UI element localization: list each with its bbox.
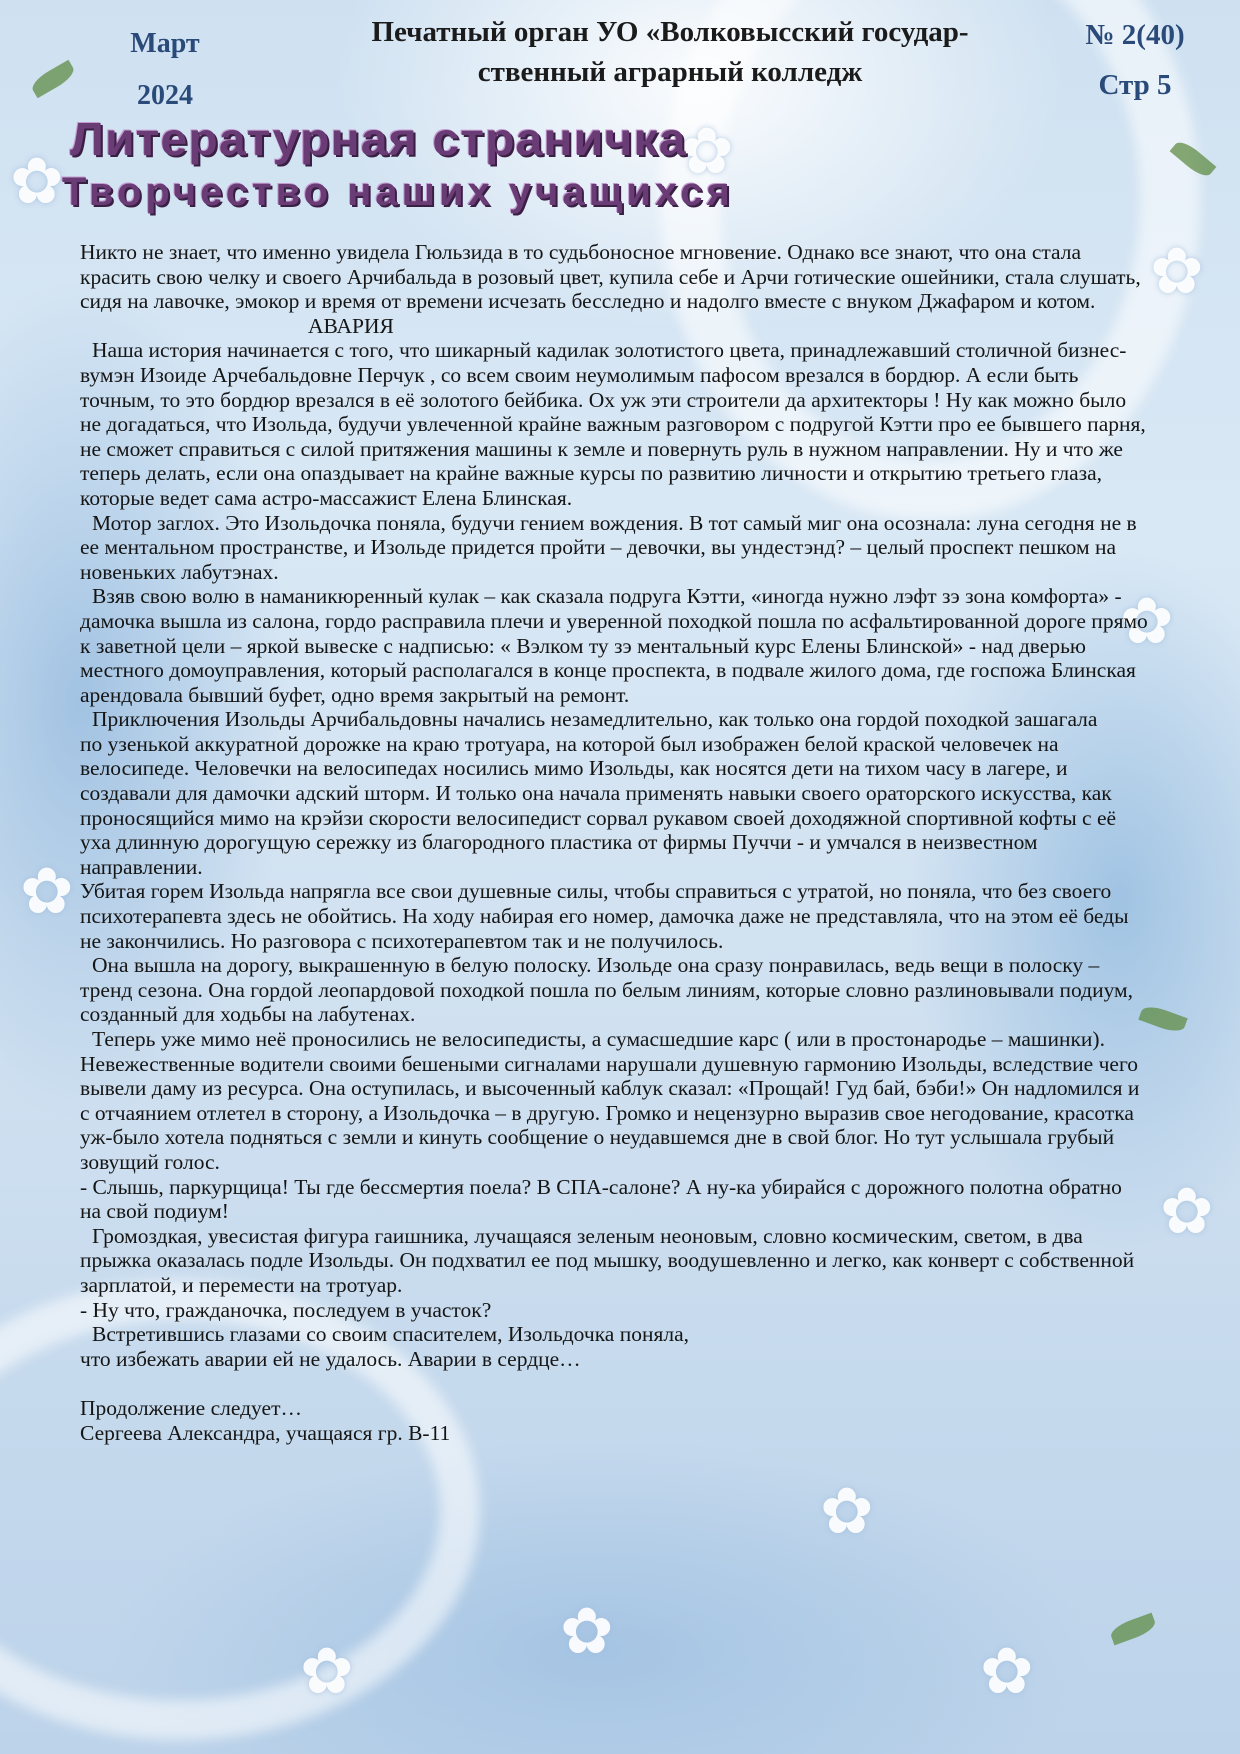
blossom-decoration: ✿ <box>300 1636 354 1707</box>
issue-number: № 2(40) <box>1085 19 1185 51</box>
blossom-decoration: ✿ <box>980 1636 1034 1707</box>
article-body <box>80 240 1148 1445</box>
spacer <box>80 1371 1148 1396</box>
blossom-decoration: ✿ <box>680 116 734 187</box>
blossom-decoration: ✿ <box>10 146 64 217</box>
article-paragraph: Приключения Изольды Арчибальдовны начались незамедлительно, как только она гордой походкой зашагала <box>92 707 1098 732</box>
blossom-decoration: ✿ <box>820 1476 874 1547</box>
issue-info <box>1070 10 1200 110</box>
article-intro: Никто не знает, что именно увидела Гюльзида в то судьбоносное мгновение. Однако все знают, что она стала красить свою челку и своего Арчибальда в розовый цвет, купила себе и Арчи готические ошейники, стала слушать, сидя на лавочке, эмокор и время от времени исчезать бесследно и надолго вместе с внуком Джафаром и котом. <box>80 240 1141 314</box>
article-paragraph: Теперь уже мимо неё проносились не велосипедисты, а сумасшедшие карс ( или в простонародье – машинки). Невежественные водители своими бешеными сигналами нарушали душевную гармонию Изольды, вследствие чего вывели даму из ресурса. Она оступилась, и высоченный каблук сказал: «Прощай! Гуд бай, бэби!» Он надломился и с отчаянием отлетел в сторону, а Изольдочка – в другую. Громко и нецензурно выразив свое негодование, красотка уж-было хотела подняться с земли и кинуть сообщение о неудавшемся дне в свой блог. Но тут услышала грубый зовущий голос. <box>80 1027 1140 1174</box>
page-header <box>0 0 1240 110</box>
article-paragraph: Встретившись глазами со своим спасителем, Изольдочка поняла, <box>92 1322 690 1347</box>
page-number: Стр 5 <box>1098 69 1172 101</box>
article-paragraph: Мотор заглох. Это Изольдочка поняла, будучи гением вождения. В тот самый миг она осознала: луна сегодня не в ее ментальном пространстве, и Изольде придется пройти – девочки, вы ундестэнд? – целый проспект пешком на новеньких лабутэнах. <box>80 510 1137 584</box>
leaf-decoration <box>1108 1613 1157 1646</box>
article-paragraph: по узенькой аккуратной дорожке на краю тротуара, на которой был изображен белой краской человечек на велосипеде. Человечки на велосипедах носились мимо Изольды, как носятся дети на тихом часу в лагере, и создавали для дамочки адский шторм. И только она начала применять навыки своего ораторского искусства, как проносящийся мимо на крэйзи скорости велосипедист сорвал рукавом своей доходяжной спортивной кофты с её уха длинную дорогущую сережку из благородного пластика от фирмы Пуччи - и умчался в неизвестном направлении. <box>80 731 1117 879</box>
article-paragraph: Убитая горем Изольда напрягла все свои душевные силы, чтобы справиться с утратой, но поняла, что без своего психотерапевта здесь не обойтись. На ходу набирая его номер, дамочка даже не представляла, что на этом её беды не закончились. Но разговора с психотерапевтом так и не получилось. <box>80 879 1129 953</box>
section-title: Литературная страничка <box>70 113 687 165</box>
issue-year: 2024 <box>137 80 193 111</box>
blossom-decoration: ✿ <box>1160 1176 1214 1247</box>
author-credit: Сергеева Александра, учащаяся гр. В-11 <box>80 1420 451 1445</box>
masthead-line: ственный аграрный колледж <box>477 56 863 88</box>
article-dialogue: - Ну что, гражданочка, последуем в участок? <box>80 1297 492 1322</box>
blossom-decoration: ✿ <box>1120 586 1174 657</box>
masthead-line: Печатный орган УО «Волковысский государ- <box>371 16 969 48</box>
article-paragraph: Громоздкая, увесистая фигура гаишника, лучащаяся зеленым неоновым, словно космическим, светом, в два прыжка оказалась подле Изольды. Он подхватил ее под мышку, воодушевленно и легко, как конверт с собственной зарплатой, и перемести на тротуар. <box>80 1223 1135 1297</box>
section-subtitle: Творчество наших учащихся <box>62 170 734 214</box>
article-paragraph: что избежать аварии ей не удалось. Аварии в сердце… <box>80 1346 581 1371</box>
leaf-decoration <box>1170 137 1217 180</box>
article-paragraph: Взяв свою волю в наманикюренный кулак – как сказала подруга Кэтти, «иногда нужно лэфт зэ зона комфорта» - дамочка вышла из салона, гордо расправила плечи и уверенной походкой пошла по асфальтированной дороге прямо к заветной цели – яркой вывеске с надписью: « Вэлком ту зэ ментальный курс Елены Блинской» - над дверью местного домоуправления, который располагался в конце проспекта, в подвале жилого дома, где госпожа Блинская арендовала бывший буфет, одно время закрытый на ремонт. <box>80 584 1148 707</box>
blossom-decoration: ✿ <box>560 1596 614 1667</box>
article-dialogue: - Слышь, паркурщица! Ты где бессмертия поела? В СПА-салоне? А ну-ка убирайся с дорожного полотна обратно на свой подиум! <box>80 1174 1122 1224</box>
issue-month: Март <box>130 28 200 59</box>
continued-note: Продолжение следует… <box>80 1395 302 1420</box>
blossom-decoration: ✿ <box>1150 236 1204 307</box>
masthead <box>320 12 1020 92</box>
article-paragraph: Наша история начинается с того, что шикарный кадилак золотистого цвета, принадлежавший столичной бизнес- вумэн Изоиде Арчебальдовне Перчук , со всем своим неумолимым пафосом врезался в бордюр. А если быть точным, то это бордюр врезался в её золотого бейбика. Ох уж эти строители да архитекторы ! Ну как можно было не догадаться, что Изольда, будучи увлеченной крайне важным разговором с подругой Кэтти про ее бывшего парня, не сможет справиться с силой притяжения машины к земле и повернуть руль в нужном направлении. Ну и что же теперь делать, если она опаздывает на крайне важные курсы по развитию личности и открытию третьего глаза, которые ведет сама астро-массажист Елена Блинская. <box>80 338 1146 510</box>
article-paragraph: Она вышла на дорогу, выкрашенную в белую полоску. Изольде она сразу понравилась, ведь вещи в полоску – тренд сезона. Она гордой леопардовой походкой пошла по белым линиям, которые словно разлиновывали подиум, созданный для ходьбы на лабутенах. <box>80 953 1134 1027</box>
story-heading: АВАРИЯ <box>308 313 394 338</box>
blossom-decoration: ✿ <box>20 856 74 927</box>
issue-date <box>110 18 220 122</box>
